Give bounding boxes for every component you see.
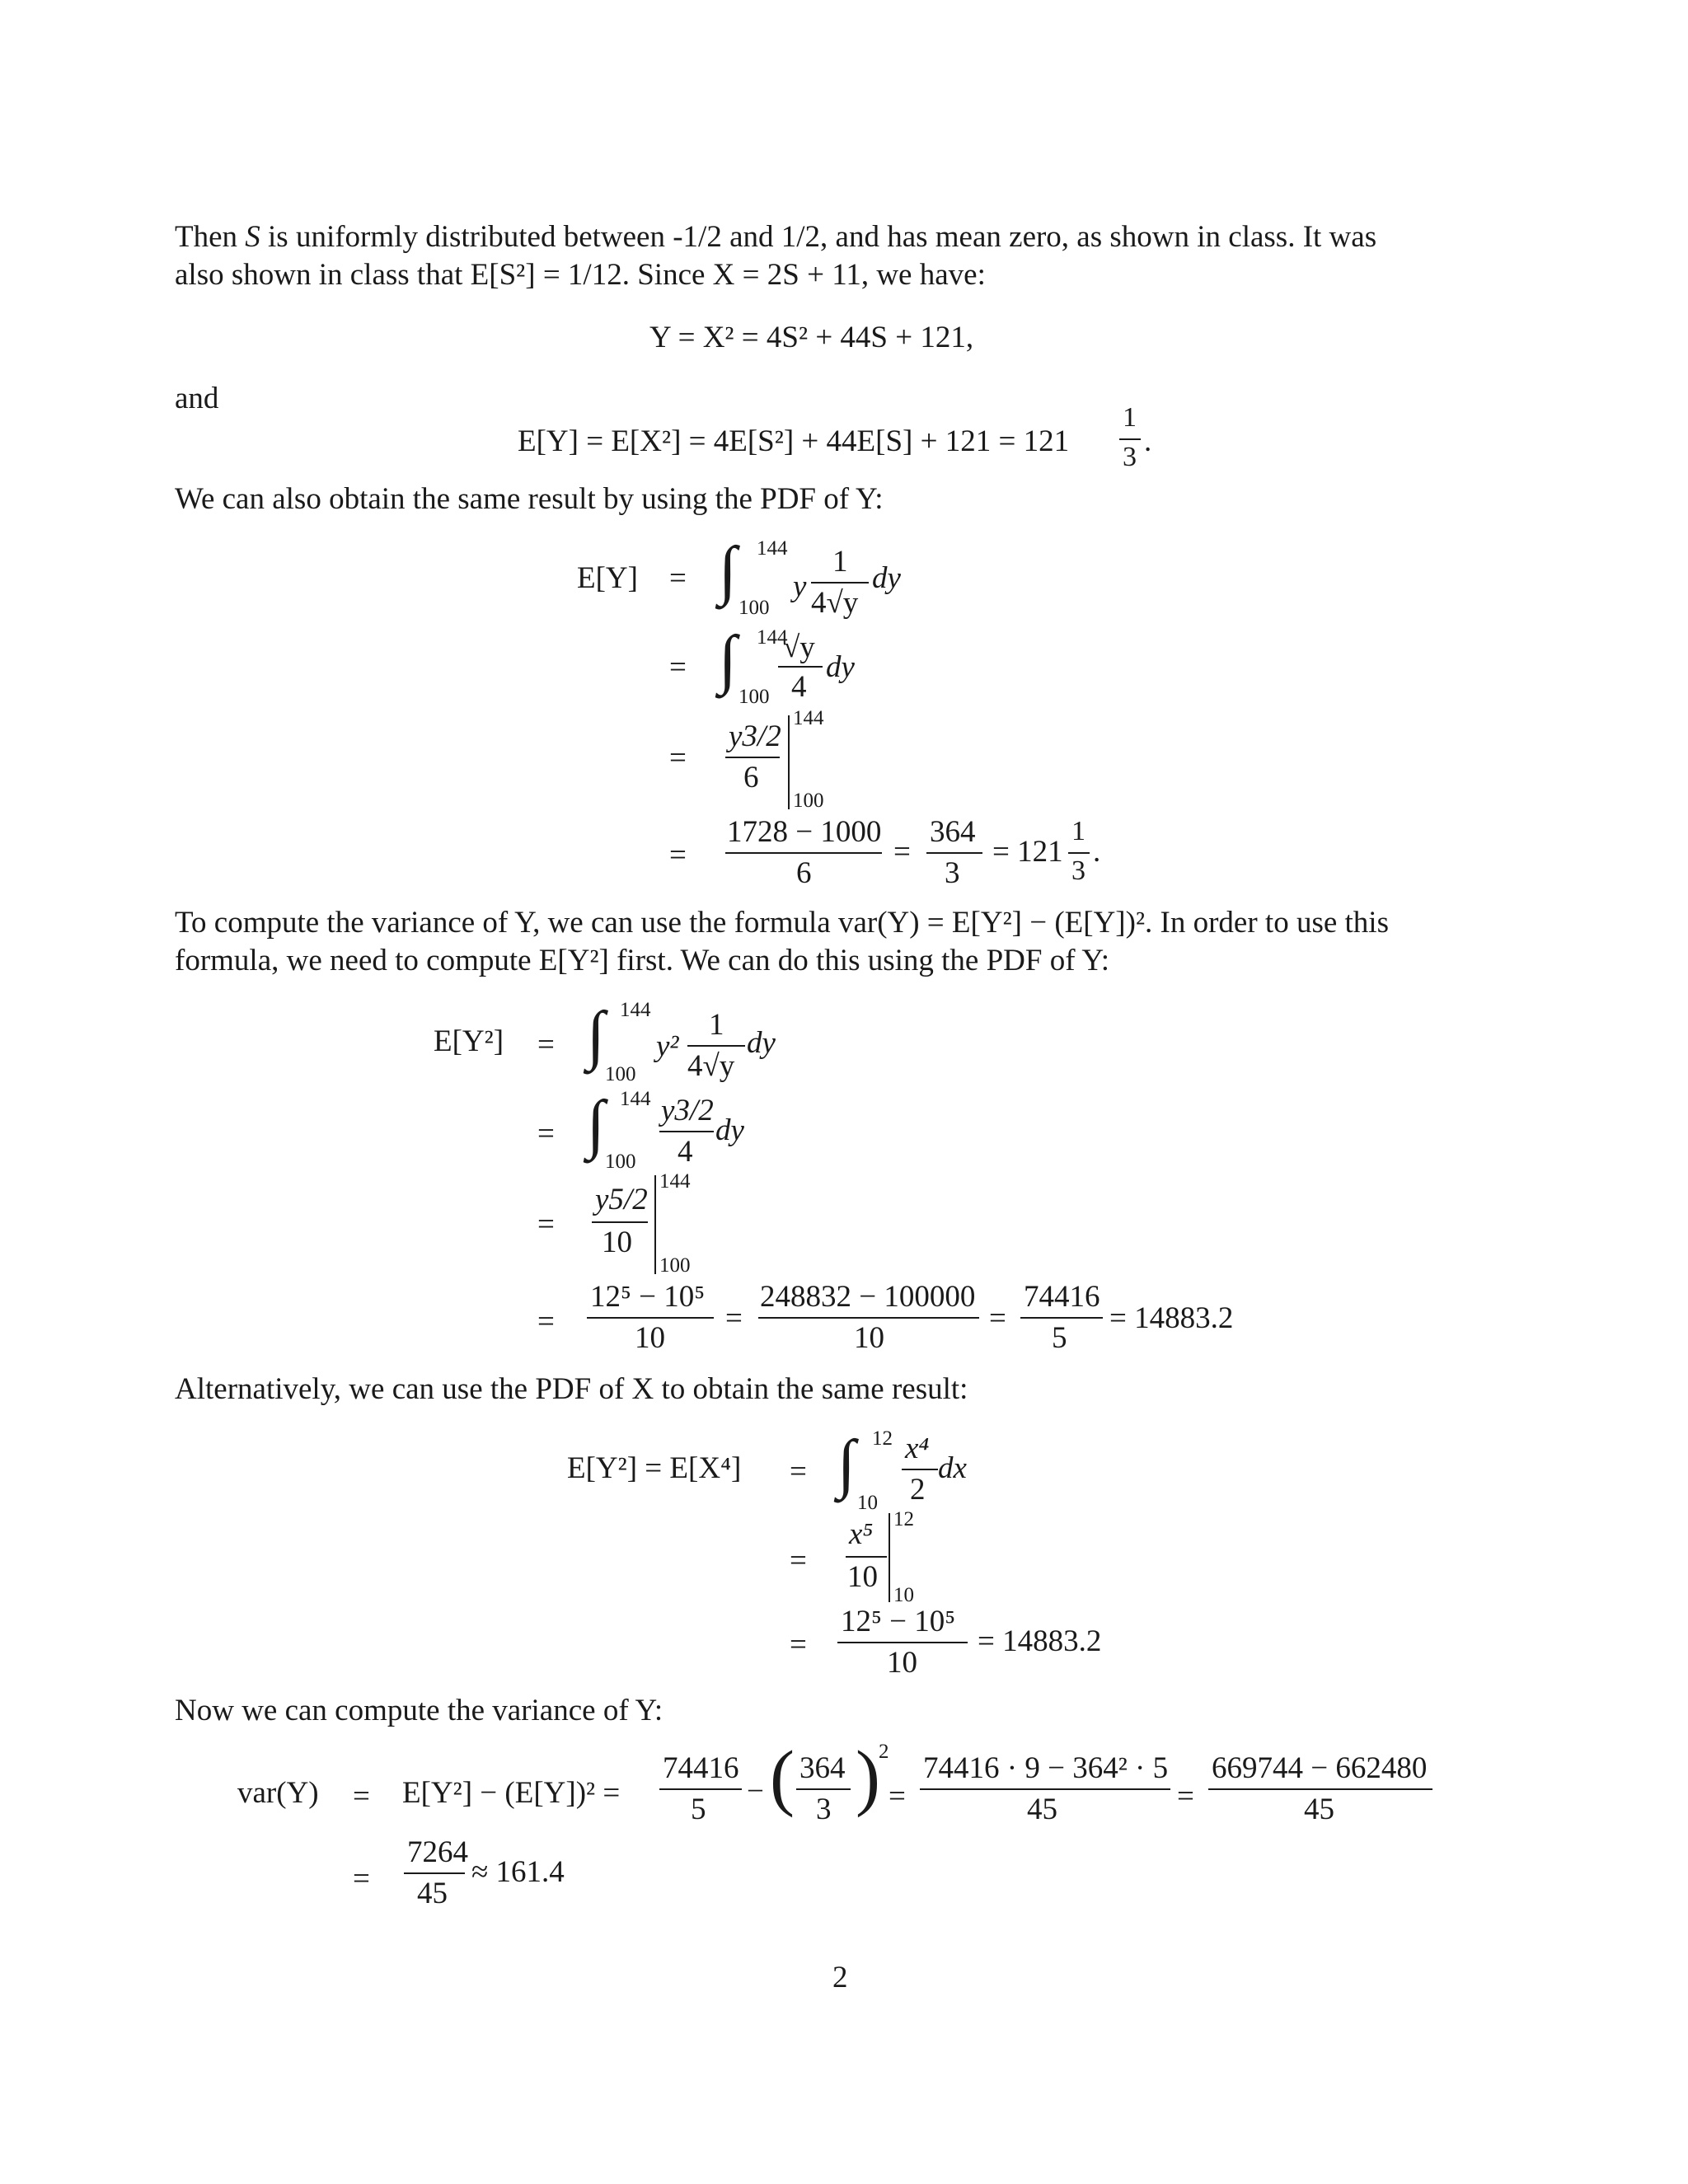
- eq2-end: .: [1144, 424, 1152, 458]
- ex4-r2-den: 10: [847, 1560, 878, 1594]
- ey2-r3-hi: 144: [659, 1170, 691, 1193]
- para1-text-a: Then: [175, 220, 246, 254]
- eq2-frac-den: 3: [1123, 442, 1137, 472]
- ey2-int1-lo: 100: [605, 1063, 636, 1085]
- var-r2-res: ≈ 161.4: [471, 1855, 565, 1889]
- para1-var-s: S: [245, 220, 260, 254]
- para3-line2: formula, we need to compute E[Y²] first. We can do this using the PDF of Y:: [175, 944, 1110, 977]
- ey2-eq-4: =: [537, 1305, 555, 1338]
- ey2-r4-num1: 12⁵ − 10⁵: [590, 1280, 706, 1314]
- ey-eq-1: =: [669, 561, 687, 595]
- para2: We can also obtain the same result by using the PDF of Y:: [175, 482, 884, 516]
- var-lhs: var(Y): [237, 1776, 319, 1810]
- ey2-eq-3: =: [537, 1207, 555, 1241]
- var-r1-num2: 74416 · 9 − 364² · 5: [923, 1751, 1169, 1785]
- ey-int1-hi: 144: [757, 537, 788, 560]
- ey-r1-dy: dy: [872, 561, 901, 595]
- ey2-r4-bar2: [758, 1317, 979, 1319]
- para1-text-b: is uniformly distributed between -1/2 and 1/2, and has mean zero, as shown in class. It was: [260, 220, 1377, 254]
- ey-r2-den: 4: [791, 670, 807, 704]
- var-r2-num: 7264: [407, 1835, 468, 1869]
- ey-r4-bar2: [926, 852, 982, 854]
- ey2-r4-res: = 14883.2: [1109, 1301, 1234, 1335]
- var-r1-pbar: [796, 1788, 851, 1790]
- ex4-r2-bar: [846, 1556, 887, 1558]
- var-r2-bar: [404, 1872, 465, 1874]
- para1-line2: [175, 257, 986, 293]
- var-r1-bar2: [920, 1788, 1170, 1790]
- ex4-r3-bar: [837, 1642, 968, 1643]
- ey-r2-bar: [778, 666, 823, 668]
- ey-int1-lo: 100: [738, 597, 770, 619]
- var-r1-exp: 2: [879, 1741, 889, 1763]
- ey2-r1-bar: [687, 1045, 745, 1047]
- var-r1-den2: 45: [1027, 1793, 1057, 1826]
- ey-r4-den2: 3: [945, 856, 960, 890]
- var-r1-pden: 3: [816, 1793, 832, 1826]
- para1-line1: [175, 219, 1376, 255]
- var-r1-den1: 5: [691, 1793, 706, 1826]
- ey2-lhs: E[Y²]: [434, 1024, 504, 1058]
- ex4-lhs: E[Y²] = E[X⁴]: [567, 1451, 742, 1485]
- ey-r3-bar: [725, 757, 780, 758]
- ey2-r4-den3: 5: [1052, 1321, 1067, 1355]
- ey2-r4-num3: 74416: [1024, 1280, 1100, 1314]
- ey2-r1-y: y²: [656, 1029, 679, 1063]
- ex4-eq-3: =: [790, 1628, 807, 1661]
- var-lparen: (: [770, 1736, 795, 1818]
- ey-lhs: E[Y]: [577, 561, 638, 595]
- para1-text-c: also shown in class that: [175, 258, 471, 292]
- ey-integral-1: ∫: [719, 534, 737, 607]
- ey-r2-dy: dy: [826, 650, 855, 684]
- ey2-r4-den1: 10: [635, 1321, 665, 1355]
- ex4-int-lo: 10: [857, 1492, 878, 1514]
- ex4-int-hi: 12: [872, 1427, 893, 1450]
- ey2-r4-den2: 10: [854, 1321, 884, 1355]
- var-eq-3: =: [1177, 1779, 1194, 1813]
- eq2-frac-num: 1: [1123, 402, 1137, 433]
- ey2-integral-1: ∫: [587, 999, 605, 1071]
- var-eq-1: =: [353, 1779, 370, 1813]
- ey-r3-hi: 144: [793, 707, 824, 729]
- ey2-r4-bar3: [1020, 1317, 1103, 1319]
- ey2-int1-hi: 144: [620, 999, 651, 1021]
- ex4-r2-num: x⁵: [849, 1517, 874, 1551]
- page-number: 2: [832, 1961, 848, 1994]
- ey-eq-2: =: [669, 650, 687, 684]
- ey2-r4-bar1: [587, 1317, 714, 1319]
- ey2-r3-lo: 100: [659, 1254, 691, 1277]
- ey2-r3-evalbar: [654, 1175, 656, 1274]
- ex4-r1-num: x⁴: [905, 1432, 930, 1465]
- var-r1-bar3: [1208, 1788, 1432, 1790]
- ey-r3-evalbar: [788, 715, 790, 809]
- ey-r1-y: y: [793, 569, 807, 603]
- ey-r1-num: 1: [832, 545, 848, 579]
- para1-text-d: E[S²] = 1/12. Since X = 2S + 11, we have:: [470, 258, 986, 292]
- var-rparen: ): [856, 1736, 880, 1818]
- ey-r4-res: = 121: [992, 835, 1063, 869]
- para3-line1: To compute the variance of Y, we can use the formula var(Y) = E[Y²] − (E[Y])². In order to use this: [175, 906, 1389, 940]
- ey2-r4-eq-b: =: [989, 1301, 1006, 1335]
- ey-r4-frac-num: 1: [1071, 816, 1085, 846]
- var-eq-2: =: [889, 1779, 906, 1813]
- ey2-r2-bar: [659, 1131, 714, 1132]
- ex4-r3-num: 12⁵ − 10⁵: [841, 1605, 956, 1638]
- word-and: and: [175, 382, 219, 415]
- ey-r1-bar: [811, 582, 869, 583]
- ey-r2-num: √y: [783, 630, 815, 664]
- ey-r1-den: 4√y: [811, 586, 859, 620]
- ey-r4-dot: .: [1093, 835, 1101, 869]
- ey-r4-eq: =: [893, 835, 911, 869]
- ex4-r2-lo: 10: [893, 1584, 914, 1606]
- eq2-frac-bar: [1119, 438, 1141, 440]
- ey2-r3-den: 10: [602, 1226, 632, 1259]
- ey2-r1-dy: dy: [747, 1026, 776, 1060]
- ey2-r3-bar: [592, 1221, 648, 1223]
- ey2-integral-2: ∫: [587, 1088, 605, 1160]
- ex4-r2-evalbar: [889, 1513, 890, 1602]
- var-r1-minus: −: [747, 1774, 764, 1808]
- ey-eq-3: =: [669, 741, 687, 775]
- ey2-r3-num: y5/2: [595, 1183, 648, 1216]
- ey2-r4-eq-a: =: [725, 1301, 743, 1335]
- ey2-r2-den: 4: [678, 1135, 693, 1169]
- ey2-r2-num: y3/2: [661, 1094, 714, 1127]
- ey2-eq-2: =: [537, 1117, 555, 1151]
- ey2-int2-hi: 144: [620, 1088, 651, 1110]
- ey-r4-den: 6: [796, 856, 812, 890]
- ex4-r2-hi: 12: [893, 1508, 914, 1530]
- var-r1-bar1: [659, 1788, 742, 1790]
- equation-ey-moments: [518, 424, 1069, 459]
- ex4-integral: ∫: [837, 1427, 856, 1500]
- para4: Alternatively, we can use the PDF of X to obtain the same result:: [175, 1372, 968, 1406]
- ey2-int2-lo: 100: [605, 1151, 636, 1173]
- ex4-eq-1: =: [790, 1455, 807, 1488]
- var-r1-num3: 669744 − 662480: [1212, 1751, 1428, 1785]
- var-r1-pnum: 364: [799, 1751, 846, 1785]
- equation-y-expansion: Y = X² = 4S² + 44S + 121,: [649, 321, 974, 354]
- ex4-r3-res: = 14883.2: [978, 1624, 1102, 1658]
- ey-eq-4: =: [669, 838, 687, 872]
- var-r1-num1: 74416: [663, 1751, 739, 1785]
- ex4-eq-2: =: [790, 1544, 807, 1577]
- var-eq-4: =: [353, 1862, 370, 1896]
- var-r2-den: 45: [417, 1877, 448, 1910]
- ex4-r1-den: 2: [910, 1473, 926, 1507]
- ey-r4-num: 1728 − 1000: [727, 815, 882, 849]
- var-r1-den3: 45: [1304, 1793, 1334, 1826]
- ey-r3-num: y3/2: [729, 719, 781, 753]
- ey-int2-hi: 144: [757, 626, 788, 649]
- ey-r4-frac-den: 3: [1071, 855, 1085, 886]
- ey-r3-den: 6: [743, 761, 759, 794]
- eq2-lhs: E[Y] = E[X²] = 4E[S²] + 44E[S] + 121 = 121: [518, 424, 1070, 458]
- ey-r4-frac-bar: [1068, 852, 1090, 854]
- ey2-r1-den: 4√y: [687, 1049, 735, 1083]
- para5: Now we can compute the variance of Y:: [175, 1694, 663, 1727]
- ex4-r1-dx: dx: [938, 1451, 967, 1485]
- ey2-r4-num2: 248832 − 100000: [760, 1280, 976, 1314]
- ey2-eq-1: =: [537, 1028, 555, 1062]
- ey-int2-lo: 100: [738, 686, 770, 708]
- ey2-r2-dy: dy: [715, 1113, 744, 1147]
- ey-integral-2: ∫: [719, 623, 737, 696]
- ey-r4-num2: 364: [930, 815, 976, 849]
- ex4-r3-den: 10: [887, 1646, 917, 1680]
- ey-r3-lo: 100: [793, 790, 824, 812]
- var-r1-a: E[Y²] − (E[Y])² =: [402, 1776, 621, 1810]
- ex4-r1-bar: [902, 1469, 938, 1470]
- ey2-r1-num: 1: [709, 1008, 724, 1042]
- ey-r4-bar: [725, 852, 882, 854]
